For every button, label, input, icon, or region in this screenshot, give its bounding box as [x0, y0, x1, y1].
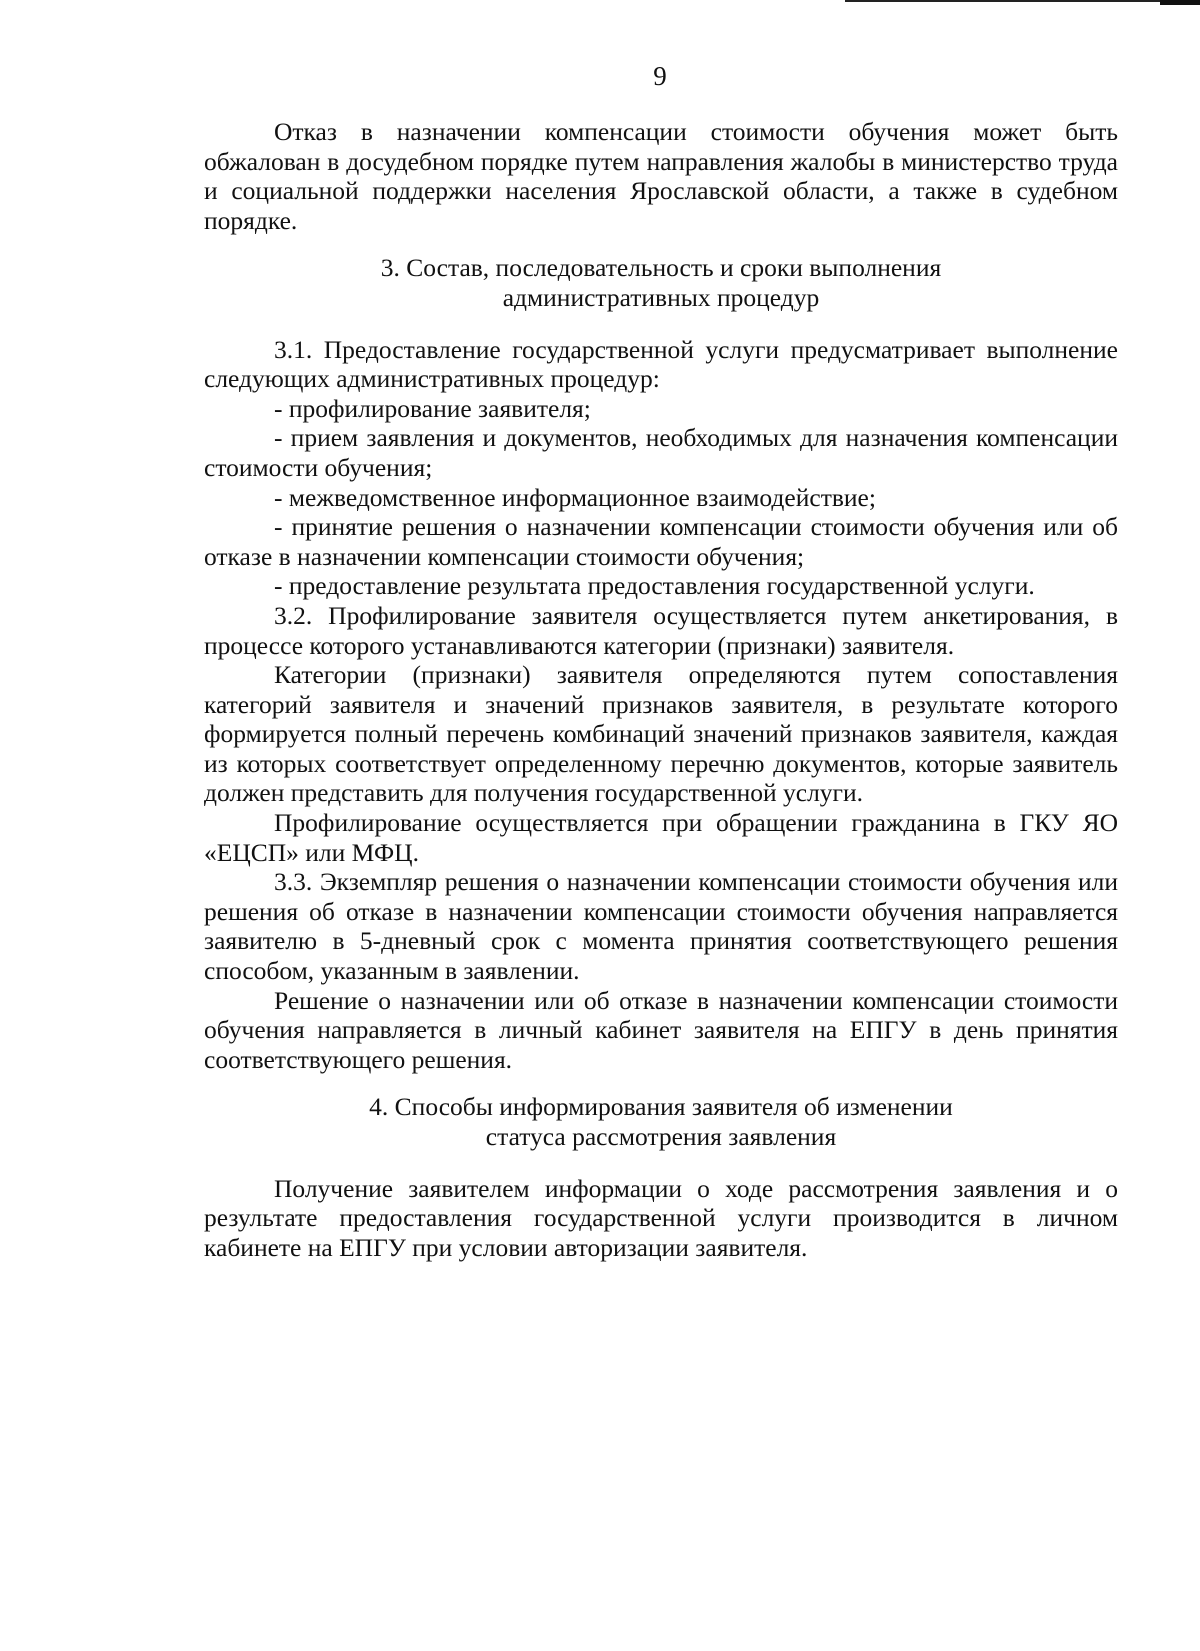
- paragraph-status-info: Получение заявителем информации о ходе рассмотрения заявления и о результате предоставления государственной услуги производится в личном кабинете на ЕПГУ при условии авторизации заявителя.: [204, 1173, 1118, 1262]
- list-item: - предоставление результата предоставления государственной услуги.: [274, 571, 1035, 601]
- list-item: - прием заявления и документов, необходимых для назначения компенсации стоимости обучения;: [204, 423, 1118, 482]
- document-body: [204, 117, 1118, 1262]
- section-3-heading: [204, 253, 1118, 312]
- section-4-heading-line-2: статуса рассмотрения заявления: [485, 1122, 837, 1151]
- section-3-heading-line-2: административных процедур: [502, 282, 820, 312]
- spacer: [204, 1074, 1118, 1092]
- paragraph-categories: Категории (признаки) заявителя определяются путем сопоставления категорий заявителя и значений признаков заявителя, в результате которого формируется полный перечень комбинаций значений признаков заявителя, каждая из которых соответствует определенному перечню документов, которые заявитель должен представить для получения государственной услуги.: [204, 660, 1118, 808]
- paragraph-3-2: 3.2. Профилирование заявителя осуществляется путем анкетирования, в процессе которого устанавливаются категории (признаки) заявителя.: [204, 600, 1118, 660]
- page-number: 9: [653, 61, 667, 91]
- section-4-heading: [204, 1092, 1118, 1151]
- section-4-heading-line-1: 4. Способы информирования заявителя об изменении: [369, 1092, 953, 1122]
- spacer: [204, 235, 1118, 253]
- top-scan-rule: [845, 0, 1165, 2]
- paragraph-appeal: Отказ в назначении компенсации стоимости обучения может быть обжалован в досудебном порядке путем направления жалобы в министерство труда и социальной поддержки населения Ярославской области, а также в судебном порядке.: [204, 117, 1118, 235]
- spacer: [204, 313, 1118, 335]
- paragraph-3-3: 3.3. Экземпляр решения о назначении компенсации стоимости обучения или решения об отказе в назначении компенсации стоимости обучения направляется заявителю в 5-дневный срок с момента принятия соответствующего решения способом, указанным в заявлении.: [204, 867, 1118, 986]
- top-scan-mark: [1160, 0, 1200, 5]
- paragraph-profiling: Профилирование осуществляется при обращении гражданина в ГКУ ЯО «ЕЦСП» или МФЦ.: [204, 808, 1118, 867]
- list-item: - принятие решения о назначении компенсации стоимости обучения или об отказе в назначении компенсации стоимости обучения;: [204, 512, 1118, 571]
- list-item: - межведомственное информационное взаимодействие;: [274, 482, 876, 512]
- paragraph-3-1: 3.1. Предоставление государственной услуги предусматривает выполнение следующих административных процедур:: [204, 334, 1118, 394]
- paragraph-decision: Решение о назначении или об отказе в назначении компенсации стоимости обучения направляется в личный кабинет заявителя на ЕПГУ в день принятия соответствующего решения.: [204, 985, 1118, 1074]
- spacer: [204, 1152, 1118, 1174]
- list-item: - профилирование заявителя;: [274, 393, 591, 423]
- section-3-heading-line-1: 3. Состав, последовательность и сроки выполнения: [380, 253, 942, 283]
